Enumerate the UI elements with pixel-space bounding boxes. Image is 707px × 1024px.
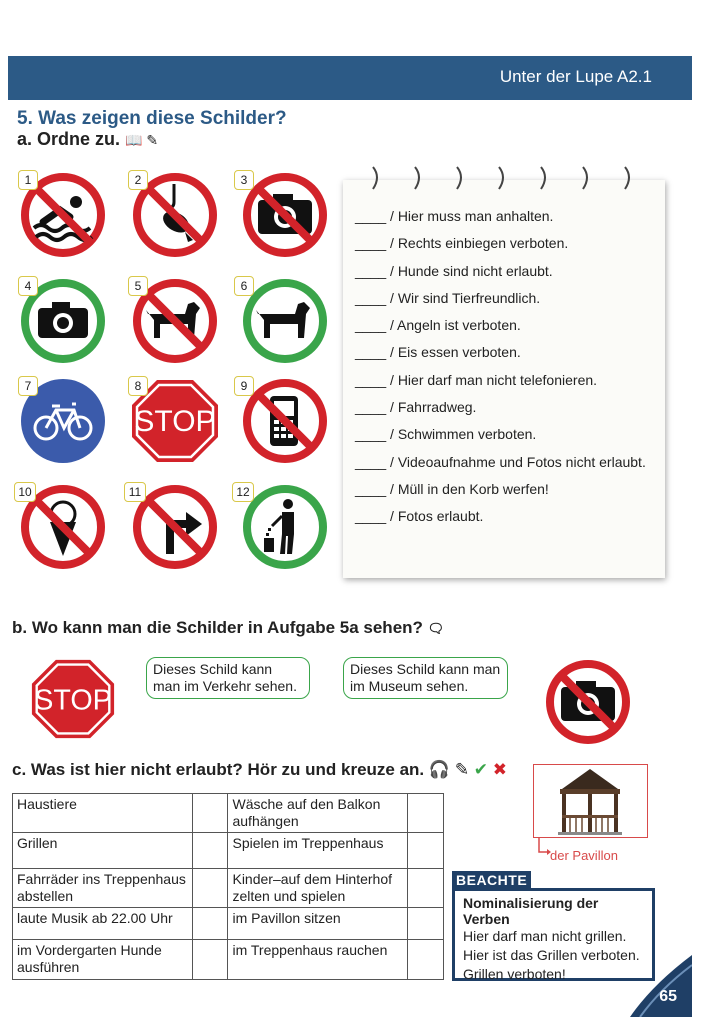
beachte-line: Hier darf man nicht grillen. — [463, 928, 627, 944]
sign-number: 10 — [14, 482, 36, 502]
beachte-tab: BEACHTE — [452, 871, 531, 889]
page-number: 65 — [659, 988, 677, 1005]
beachte-title: Nominalisierung der Verben — [463, 895, 599, 927]
speech-bubble-icon: 🗨 — [427, 621, 445, 636]
checkbox-cell[interactable] — [192, 908, 228, 940]
list-item[interactable]: ____ / Fahrradweg. — [355, 399, 477, 416]
checkbox-cell[interactable] — [408, 869, 444, 908]
pavillon-label: der Pavillon — [550, 848, 618, 863]
table-cell: Spielen im Treppenhaus — [228, 833, 408, 869]
checkbox-cell[interactable] — [408, 833, 444, 869]
stop-sign-text: STOP — [34, 684, 112, 717]
table-cell: Wäsche auf den Balkon aufhängen — [228, 794, 408, 833]
pavillon-image — [533, 764, 648, 838]
list-item[interactable]: ____ / Hier muss man anhalten. — [355, 208, 554, 224]
table-cell: laute Musik ab 22.00 Uhr — [13, 908, 193, 940]
checkbox-cell[interactable] — [408, 794, 444, 833]
table-row — [13, 869, 444, 908]
sign-number: 5 — [128, 276, 148, 296]
sign-number: 3 — [234, 170, 254, 190]
spiral-holes-icon — [343, 155, 665, 195]
page-corner — [622, 955, 692, 1017]
list-item[interactable]: ____ / Eis essen verboten. — [355, 344, 521, 361]
pavillon-icon — [534, 765, 646, 836]
table-row — [13, 833, 444, 869]
sign-number: 8 — [128, 376, 148, 396]
sign-number: 7 — [18, 376, 38, 396]
table-row — [13, 908, 444, 940]
checkbox-cell[interactable] — [192, 869, 228, 908]
list-item[interactable]: ____ / Wir sind Tierfreundlich. — [355, 289, 541, 306]
part-c-title — [12, 760, 507, 780]
table-row — [13, 940, 444, 980]
list-item[interactable]: ____ / Videoaufnahme und Fotos nicht erlaubt. — [355, 453, 646, 470]
table-cell: Kinder–auf dem Hinterhof zelten und spielen — [228, 869, 408, 908]
table-cell: im Vordergarten Hunde ausführen — [13, 940, 193, 980]
table-row — [13, 794, 444, 833]
part-b-label: b. Wo kann man die Schilder in Aufgabe 5a sehen? — [12, 618, 423, 637]
part-c-label: c. Was ist hier nicht erlaubt? Hör zu und kreuze an. — [12, 760, 425, 779]
list-item[interactable]: ____ / Hier darf man nicht telefonieren. — [355, 371, 598, 388]
list-item[interactable]: ____ / Müll in den Korb werfen! — [355, 480, 549, 497]
part-a-label: a. Ordne zu. — [17, 129, 121, 149]
sign-number: 2 — [128, 170, 148, 190]
table-cell: Haustiere — [13, 794, 193, 833]
checkbox-cell[interactable] — [192, 794, 228, 833]
list-item[interactable]: ____ / Schwimmen verboten. — [355, 426, 537, 443]
book-pencil-icon: 📖 ✎ — [125, 132, 159, 148]
sign-number: 11 — [124, 482, 146, 502]
headphones-icon: 🎧 — [428, 760, 451, 779]
check-icon: ✔ — [473, 760, 489, 779]
section-title: 5. Was zeigen diese Schilder? — [17, 108, 287, 129]
stop-sign-text: STOP — [134, 405, 216, 438]
matching-list — [355, 206, 665, 534]
no-camera-icon — [543, 657, 633, 747]
sign-number: 6 — [234, 276, 254, 296]
sign-number: 1 — [18, 170, 38, 190]
sign-number: 9 — [234, 376, 254, 396]
table-cell: im Pavillon sitzen — [228, 908, 408, 940]
checkbox-cell[interactable] — [408, 908, 444, 940]
stop-sign-icon — [30, 656, 116, 742]
sign-number: 4 — [18, 276, 38, 296]
part-a-title — [17, 129, 158, 150]
pencil-icon: ✎ — [454, 760, 470, 779]
header-band — [8, 56, 692, 100]
beachte-line: Hier ist das Grillen verboten. — [463, 947, 640, 963]
sign-number: 12 — [232, 482, 254, 502]
checkbox-cell[interactable] — [408, 940, 444, 980]
cross-icon: ✖ — [492, 760, 508, 779]
list-item[interactable]: ____ / Angeln ist verboten. — [355, 317, 521, 334]
checkbox-cell[interactable] — [192, 833, 228, 869]
list-item[interactable]: ____ / Hunde sind nicht erlaubt. — [355, 262, 553, 279]
speech-bubble-museum: Dieses Schild kann man im Museum sehen. — [343, 657, 508, 699]
list-item[interactable]: ____ / Rechts einbiegen verboten. — [355, 235, 569, 252]
part-b-title — [12, 618, 444, 638]
list-item[interactable]: ____ / Fotos erlaubt. — [355, 508, 484, 525]
speech-bubble-traffic: Dieses Schild kann man im Verkehr sehen. — [146, 657, 310, 699]
table-cell: Fahrräder ins Treppenhaus abstellen — [13, 869, 193, 908]
table-cell: im Treppenhaus rauchen — [228, 940, 408, 980]
header-title: Unter der Lupe A2.1 — [499, 67, 652, 86]
checklist-table — [12, 793, 444, 980]
beachte-line: Grillen verboten! — [463, 966, 566, 982]
table-cell: Grillen — [13, 833, 193, 869]
checkbox-cell[interactable] — [192, 940, 228, 980]
